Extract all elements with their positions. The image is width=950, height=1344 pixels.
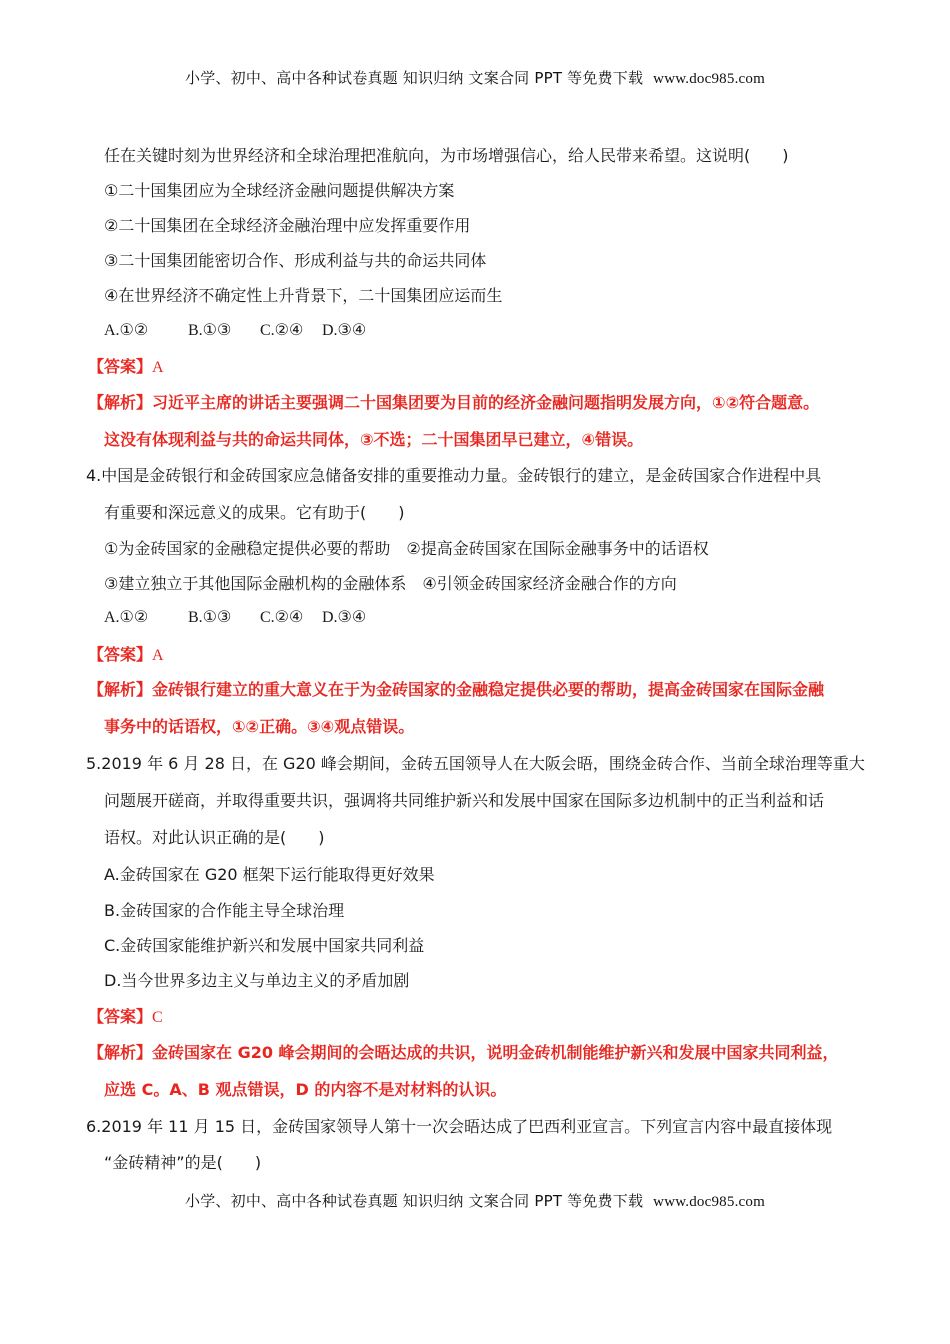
q5-option-b: B.金砖国家的合作能主导全球治理 bbox=[104, 901, 345, 920]
q4-items-line-2: ③建立独立于其他国际金融机构的金融体系 ④引领金砖国家经济金融合作的方向 bbox=[104, 574, 677, 593]
q5-answer bbox=[88, 1007, 163, 1028]
q5-stem-line-1: 5.2019 年 6 月 28 日，在 G20 峰会期间，金砖五国领导人在大阪会晤，围绕金砖合作、当前全球治理等重大 bbox=[86, 754, 865, 773]
q3-answer bbox=[88, 357, 164, 378]
q4-option-a: A.①② bbox=[104, 609, 149, 626]
q4-answer-value: A bbox=[152, 647, 164, 664]
q3-item-1: ①二十国集团应为全球经济金融问题提供解决方案 bbox=[104, 181, 455, 200]
footer-text: 小学、初中、高中各种试卷真题 知识归纳 文案合同 PPT 等免费下载 bbox=[185, 1192, 644, 1210]
q3-item-4: ④在世界经济不确定性上升背景下，二十国集团应运而生 bbox=[104, 286, 503, 305]
q3-answer-label: 【答案】 bbox=[88, 357, 153, 376]
q5-analysis-label: 【解析】 bbox=[88, 1043, 153, 1062]
q3-option-c: C.②④ bbox=[260, 322, 304, 339]
q5-stem-line-3: 语权。对此认识正确的是( ) bbox=[104, 828, 325, 847]
q4-option-d: D.③④ bbox=[322, 609, 367, 626]
q5-answer-label: 【答案】 bbox=[88, 1007, 153, 1026]
q4-analysis-line-2: 事务中的话语权，①②正确。③④观点错误。 bbox=[104, 717, 415, 736]
q3-item-2: ②二十国集团在全球经济金融治理中应发挥重要作用 bbox=[104, 216, 471, 235]
q5-stem-line-2: 问题展开磋商，并取得重要共识，强调将共同维护新兴和发展中国家在国际多边机制中的正当利益和话 bbox=[104, 791, 825, 810]
header-banner bbox=[0, 67, 950, 88]
q4-analysis-label: 【解析】 bbox=[88, 680, 153, 699]
q3-option-a: A.①② bbox=[104, 322, 149, 339]
q6-stem-line-2: “金砖精神”的是( ) bbox=[104, 1153, 262, 1172]
q5-option-a: A.金砖国家在 G20 框架下运行能取得更好效果 bbox=[104, 865, 435, 884]
q5-option-c: C.金砖国家能维护新兴和发展中国家共同利益 bbox=[104, 936, 425, 955]
q4-option-c: C.②④ bbox=[260, 609, 304, 626]
q5-option-d: D.当今世界多边主义与单边主义的矛盾加剧 bbox=[104, 971, 410, 990]
q5-analysis-line-2: 应选 C。A、B 观点错误，D 的内容不是对材料的认识。 bbox=[104, 1080, 507, 1099]
q3-item-3: ③二十国集团能密切合作、形成利益与共的命运共同体 bbox=[104, 251, 487, 270]
q4-analysis-line-1 bbox=[88, 680, 824, 700]
q4-answer-label: 【答案】 bbox=[88, 645, 153, 664]
q5-analysis-line-1 bbox=[88, 1043, 839, 1063]
q4-analysis-text-1: 金砖银行建立的重大意义在于为金砖国家的金融稳定提供必要的帮助，提高金砖国家在国际金融 bbox=[152, 680, 825, 699]
footer-url[interactable]: www.doc985.com bbox=[653, 1194, 765, 1210]
footer-banner bbox=[0, 1190, 950, 1211]
q3-answer-value: A bbox=[152, 359, 164, 376]
header-text: 小学、初中、高中各种试卷真题 知识归纳 文案合同 PPT 等免费下载 bbox=[185, 69, 644, 87]
q3-option-d: D.③④ bbox=[322, 322, 367, 339]
q3-analysis-line-1 bbox=[88, 393, 819, 413]
q4-stem-line-2: 有重要和深远意义的成果。它有助于( ) bbox=[104, 503, 405, 522]
q3-option-b: B.①③ bbox=[188, 322, 232, 339]
q3-analysis-text-1: 习近平主席的讲话主要强调二十国集团要为目前的经济金融问题指明发展方向，①②符合题意。 bbox=[152, 393, 820, 412]
q5-analysis-text-1: 金砖国家在 G20 峰会期间的会晤达成的共识，说明金砖机制能维护新兴和发展中国家共同利益， bbox=[152, 1043, 839, 1062]
q4-option-b: B.①③ bbox=[188, 609, 232, 626]
q5-answer-value: C bbox=[152, 1009, 163, 1026]
header-url[interactable]: www.doc985.com bbox=[653, 71, 765, 87]
q4-items-line-1: ①为金砖国家的金融稳定提供必要的帮助 ②提高金砖国家在国际金融事务中的话语权 bbox=[104, 539, 709, 558]
q6-stem-line-1: 6.2019 年 11 月 15 日，金砖国家领导人第十一次会晤达成了巴西利亚宣言。下列宣言内容中最直接体现 bbox=[86, 1117, 833, 1136]
q4-answer bbox=[88, 645, 164, 666]
q3-analysis-label: 【解析】 bbox=[88, 393, 153, 412]
q3-options bbox=[104, 321, 366, 341]
q4-options bbox=[104, 608, 366, 628]
q3-analysis-line-2: 这没有体现利益与共的命运共同体，③不选；二十国集团早已建立，④错误。 bbox=[104, 430, 644, 449]
q3-stem-continuation: 任在关键时刻为世界经济和全球治理把准航向，为市场增强信心，给人民带来希望。这说明( ) bbox=[104, 146, 789, 165]
q4-stem-line-1: 4.中国是金砖银行和金砖国家应急储备安排的重要推动力量。金砖银行的建立，是金砖国家合作进程中具 bbox=[86, 466, 822, 485]
